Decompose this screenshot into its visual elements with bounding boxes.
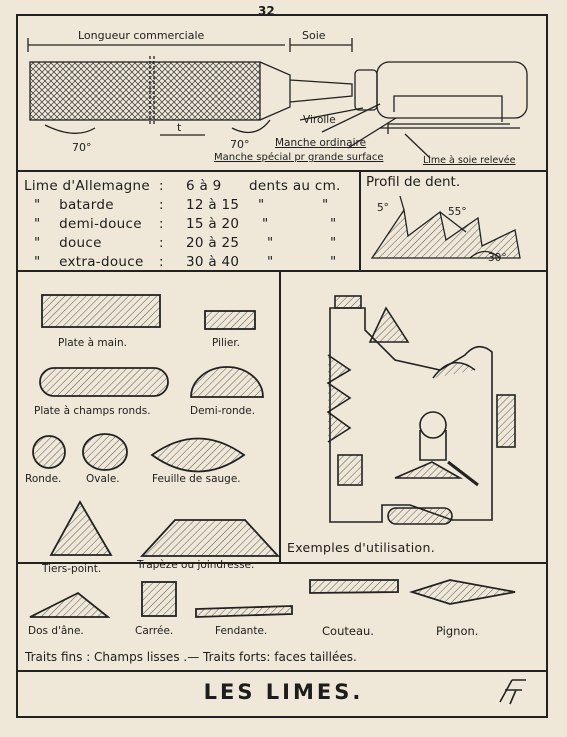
section-three-square — [51, 502, 111, 555]
caption-plate: Plate à main. — [58, 337, 127, 349]
caption-carree: Carrée. — [135, 625, 174, 637]
cut-row: " douce : 20 à 25 " " — [34, 235, 337, 251]
page-number: 32 — [258, 4, 275, 18]
caption-couteau: Couteau. — [322, 624, 374, 638]
page-title: LES LIMES. — [203, 680, 364, 704]
section-pignon — [412, 580, 515, 604]
usage-examples — [328, 296, 515, 524]
file-shoulder — [260, 62, 290, 120]
cut-row: " batarde : 12 à 15 " " — [34, 197, 329, 213]
angle-arc-a — [45, 125, 95, 133]
tooth-angle-1: 5° — [377, 202, 389, 214]
caption-oval: Ovale. — [86, 473, 120, 485]
section-sage-leaf — [152, 439, 244, 472]
section-half-round — [191, 367, 263, 397]
cut-unit: dents au cm. — [249, 178, 341, 194]
special-handle-label: Manche spécial pr grande surface — [214, 152, 384, 163]
cut-row: " demi-douce : 15 à 20 " " — [34, 216, 337, 232]
caption-dos-ane: Dos d'âne. — [28, 625, 84, 637]
uses-caption: Exemples d'utilisation. — [287, 540, 435, 555]
cut-name: Lime d'Allemagne — [24, 178, 150, 194]
caption-trapeze: Trapèze ou joindresse. — [137, 559, 255, 571]
section-round — [33, 436, 65, 468]
cut-row: " extra-douce : 30 à 40 " " — [34, 254, 337, 270]
tooth-angle-3: 30° — [488, 252, 507, 264]
caption-half-round: Demi-ronde. — [190, 405, 256, 417]
section-carree — [142, 582, 176, 616]
cut-row: Lime d'Allemagne : 6 à 9 dents au cm. — [24, 178, 341, 194]
section-trapeze — [142, 520, 278, 556]
tang-label: Soie — [302, 29, 326, 42]
file-tang — [290, 80, 352, 102]
caption-sage-leaf: Feuille de sauge. — [152, 473, 241, 485]
section-plate-rounded — [40, 368, 168, 396]
section-couteau — [310, 580, 398, 593]
section-pilier — [205, 311, 255, 329]
section-fendante — [196, 606, 292, 617]
raised-tang-label: Lime à soie relevée — [423, 155, 516, 166]
caption-pignon: Pignon. — [436, 624, 479, 638]
length-label: Longueur commerciale — [78, 29, 205, 42]
footer-note: Traits fins : Champs lisses .— Traits forts: faces taillées. — [25, 650, 357, 664]
angle-label-b: 70° — [230, 138, 250, 151]
section-oval — [83, 434, 127, 470]
handle-label: Manche ordinaire — [275, 137, 367, 149]
cut-name: douce — [59, 235, 102, 251]
cut-range: 20 à 25 — [186, 235, 240, 251]
pitch-label: t — [177, 121, 182, 134]
tooth-profile-drawing — [372, 196, 520, 258]
cut-range: 12 à 15 — [186, 197, 240, 213]
cut-name: demi-douce — [59, 216, 142, 232]
angle-label-a: 70° — [72, 141, 92, 154]
handle — [377, 62, 527, 118]
angle-arc-b — [232, 120, 270, 133]
tooth-profile-title: Profil de dent. — [366, 174, 461, 190]
caption-pilier: Pilier. — [212, 337, 241, 349]
cut-range: 30 à 40 — [186, 254, 240, 270]
ferrule — [355, 70, 377, 110]
tooth-angle-2: 55° — [448, 206, 467, 218]
cut-name: extra-douce — [59, 254, 144, 270]
section-plate — [42, 295, 160, 327]
section-dos-ane — [30, 593, 108, 617]
caption-three-square: Tiers-point. — [42, 563, 102, 575]
ferrule-label: Virolle — [303, 114, 336, 126]
file-body — [30, 62, 260, 120]
caption-round: Ronde. — [25, 473, 62, 485]
cut-range: 6 à 9 — [186, 178, 222, 194]
caption-fendante: Fendante. — [215, 625, 268, 637]
cut-range: 15 à 20 — [186, 216, 240, 232]
caption-plate-rounded: Plate à champs ronds. — [34, 405, 151, 417]
cut-name: batarde — [59, 197, 114, 213]
